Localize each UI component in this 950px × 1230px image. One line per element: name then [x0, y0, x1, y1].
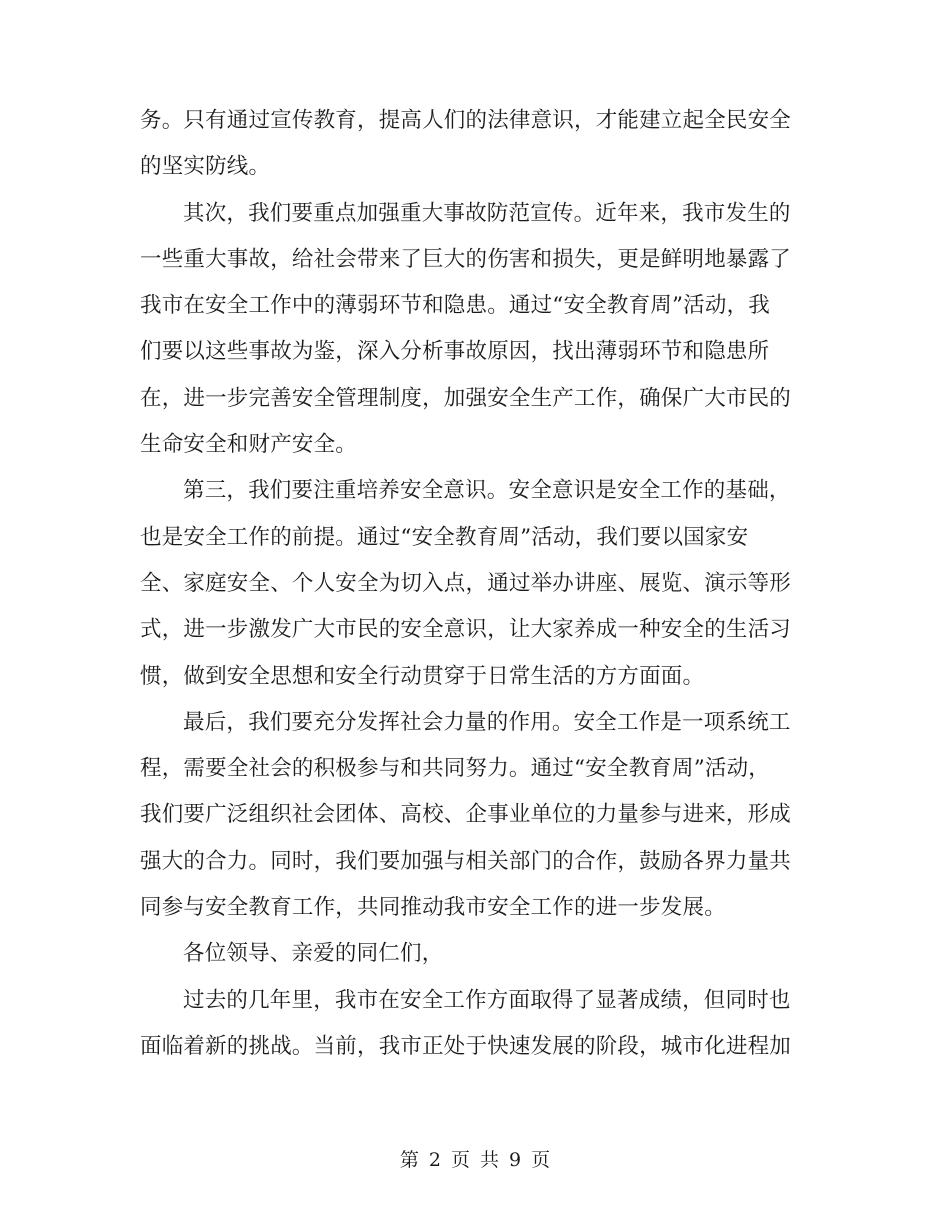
text-line: 同参与安全教育工作，共同推动我市安全工作的进一步发展。 [140, 895, 726, 921]
text-line: 各位领导、亲爱的同仁们， [183, 941, 444, 967]
text-line: 惯，做到安全思想和安全行动贯穿于日常生活的方方面面。 [140, 663, 705, 689]
text-line: 在，进一步完善安全管理制度，加强安全生产工作，确保广大市民的 [140, 385, 792, 411]
text-line: 过去的几年里，我市在安全工作方面取得了显著成绩，但同时也 [183, 987, 791, 1013]
text-line: 强大的合力。同时，我们要加强与相关部门的合作，鼓励各界力量共 [140, 848, 792, 874]
text-line: 式，进一步激发广大市民的安全意识，让大家养成一种安全的生活习 [140, 617, 792, 643]
page-number-footer: 第 2 页 共 9 页 [399, 1149, 551, 1171]
text-line: 第三，我们要注重培养安全意识。安全意识是安全工作的基础， [183, 478, 791, 504]
text-line: 生命安全和财产安全。 [140, 432, 358, 458]
text-line: 的坚实防线。 [140, 154, 271, 180]
text-line: 也是安全工作的前提。通过“安全教育周”活动，我们要以国家安 [140, 524, 749, 550]
text-line: 务。只有通过宣传教育，提高人们的法律意识，才能建立起全民安全 [140, 108, 792, 133]
text-line: 程，需要全社会的积极参与和共同努力。通过“安全教育周”活动， [140, 756, 770, 782]
text-line: 其次，我们要重点加强重大事故防范宣传。近年来，我市发生的 [183, 200, 791, 226]
text-line: 一些重大事故，给社会带来了巨大的伤害和损失，更是鲜明地暴露了 [140, 246, 792, 272]
text-line: 最后，我们要充分发挥社会力量的作用。安全工作是一项系统工 [183, 709, 791, 735]
document-body [140, 98, 795, 1070]
text-line: 我市在安全工作中的薄弱环节和隐患。通过“安全教育周”活动，我 [140, 293, 770, 319]
text-line: 全、家庭安全、个人安全为切入点，通过举办讲座、展览、演示等形 [140, 570, 792, 596]
text-line: 们要以这些事故为鉴，深入分析事故原因，找出薄弱环节和隐患所 [140, 339, 770, 365]
text-line: 面临着新的挑战。当前，我市正处于快速发展的阶段，城市化进程加 [140, 1033, 792, 1059]
text-line: 我们要广泛组织社会团体、高校、企事业单位的力量参与进来，形成 [140, 802, 792, 828]
